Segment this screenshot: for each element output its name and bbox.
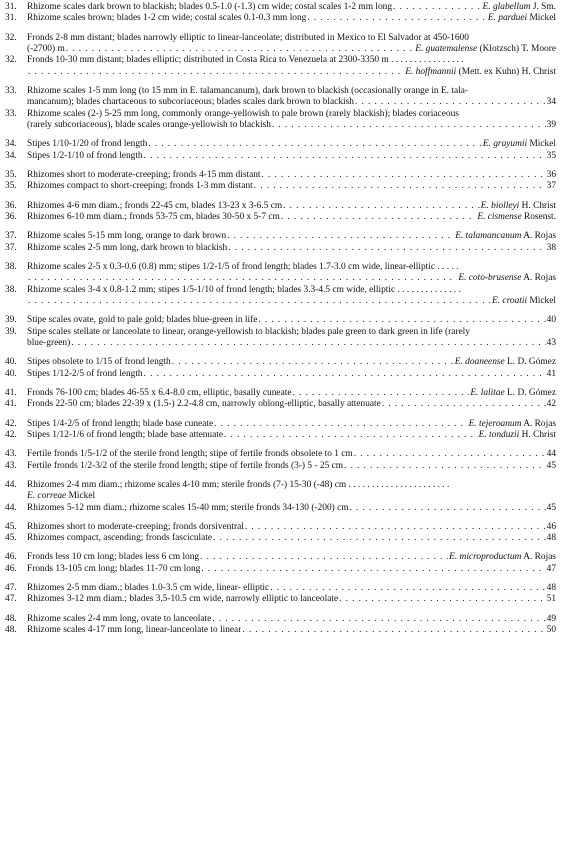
lead-text: Stipes 1/4-2/5 of frond length; blade base cuneate [27,418,214,429]
lead-line [27,399,556,410]
lead-text-first-line: Stipe scales stellate or lanceolate to linear, orange-yellowish to blackish; blades pale green to dark green in life (rarely [27,326,470,337]
key-couplet [5,33,556,79]
couplet-number: 42. [5,418,17,429]
key-lead [5,212,556,223]
lead-result [547,564,556,575]
couplet-number: 31. [5,2,17,12]
lead-text: Fronds 76-100 cm; blades 46-55 x 6.4-8.0 cm, elliptic, basally cuneate [27,387,292,398]
taxon-author: A. Rojas [523,273,556,284]
couplet-number: 35. [5,181,17,192]
lead-text: Stipes 1/10-1/20 of frond length [27,139,148,150]
key-couplet [5,231,556,254]
leader-dots [66,44,414,55]
leader-dots [254,181,546,192]
couplet-number: 41. [5,399,17,410]
lead-line [27,212,556,223]
couplet-number: 40. [5,357,17,368]
leader-dots [258,315,545,326]
leader-dots [214,419,467,430]
leader-dots [28,296,491,307]
lead-text: Rhizomes compact to short-creeping; fronds 1-3 mm distant [27,181,253,192]
key-lead [5,388,556,399]
lead-result [405,67,556,78]
couplet-number: 39. [5,315,17,326]
lead-line [27,139,556,150]
couplet-reference: 48 [546,583,556,593]
key-lead [5,243,556,254]
lead-line [27,614,556,625]
couplet-number: 35. [5,170,17,181]
leader-dots [272,120,546,131]
key-couplet [5,552,556,575]
lead-result [547,181,556,192]
key-lead [5,285,556,308]
key-couplet [5,170,556,193]
couplet-reference: 51 [546,594,556,605]
key-couplet [5,357,556,380]
key-lead [5,625,556,636]
key-couplet [5,480,556,514]
leader-dots [242,625,545,636]
taxon-author: (Mett. ex Kuhn) H. Christ [458,66,556,77]
lead-text: Stipes 1/12-2/5 of frond length [27,368,143,379]
lead-line [27,273,556,284]
taxon-author: L. D. Gómez [507,387,556,398]
couplet-reference: 42 [546,399,556,410]
lead-result [547,522,556,533]
couplet-number: 37. [5,231,17,242]
lead-text-first-line: Rhizomes 2-4 mm diam.; rhizome scales 4-10 mm; sterile fronds (7-) 15-30 (-48) cm . . . . . . . . . . . . . . . . . . . . . . [27,479,450,490]
lead-result [547,315,556,326]
taxon-author: A. Rojas [523,552,556,563]
couplet-reference: 34 [546,97,556,108]
couplet-number: 34. [5,139,17,150]
lead-text: Rhizome scales brown; blades 1-2 cm wide; costal scales 0.1-0.3 mm long [27,13,307,24]
lead-result [547,614,556,625]
lead-text: Rhizome scales dark brown to blackish; blades 0.5-1.0 (-1.3) cm wide; costal scales 1-2 mm long [27,2,393,12]
lead-text-first-line: Fronds 10-30 mm distant; blades elliptic; distributed in Costa Rica to Venezuela at 2300-3350 m . . . . . . . . . . . . . . . . [27,55,464,66]
taxon-author: Mickel [529,296,556,307]
couplet-number: 45. [5,521,17,532]
leader-dots [144,369,546,380]
lead-text: Rhizome scales 2-4 mm long, ovate to lanceolate [27,613,212,624]
key-lead [5,201,556,212]
lead-text: Fronds 13-105 cm long; blades 11-70 cm long [27,563,201,574]
couplet-number: 36. [5,212,17,223]
leader-dots [172,357,454,368]
lead-line [27,44,556,55]
key-lead [5,33,556,56]
couplet-number: 31. [5,13,17,24]
lead-result [547,97,556,108]
key-couplet [5,262,556,308]
lead-line [27,338,556,349]
lead-line [27,594,556,605]
lead-result [477,212,556,223]
lead-result [483,139,556,150]
lead-line [27,67,556,78]
leader-dots [283,201,480,212]
lead-text: (rarely subcoriaceous), blade scales orange-yellowish to blackish [27,120,271,131]
lead-result [547,461,556,472]
couplet-number: 44. [5,479,17,490]
couplet-reference: 45 [546,460,556,471]
leader-dots [393,2,482,13]
lead-result [547,369,556,380]
taxon-author: L. D. Gómez [507,357,556,368]
lead-text-first-line: Rhizome scales (2-) 5-25 mm long, commonly orange-yellowish to pale brown (rarely blackish); blades coriaceous [27,108,459,119]
taxon-name: E. glabellum [482,2,531,12]
couplet-reference: 40 [546,315,556,326]
leader-dots [350,503,546,514]
leader-dots [293,388,470,399]
lead-line [27,533,556,544]
key-lead [5,564,556,575]
taxon-name: E. grayumii [482,139,528,150]
leader-dots [71,338,545,349]
taxon-author: Mickel [529,13,556,24]
lead-result [547,503,556,514]
couplet-number: 32. [5,32,17,43]
lead-result [547,120,556,131]
lead-text: Fronds less 10 cm long; blades less 6 cm long [27,552,200,563]
leader-dots [281,212,477,223]
leader-dots [355,97,546,108]
lead-result [27,491,95,502]
key-lead [5,109,556,132]
lead-line [27,357,556,368]
lead-line [27,491,556,502]
lead-text: Rhizomes short to moderate-creeping; fronds 4-15 mm distant [27,170,261,181]
leader-dots [270,583,545,594]
lead-line [27,120,556,131]
leader-dots [227,231,454,242]
leader-dots [28,67,404,78]
key-lead [5,357,556,368]
key-lead [5,315,556,326]
key-lead [5,13,556,24]
taxon-name: E. talamancanum [455,231,522,242]
lead-line [27,181,556,192]
lead-line [27,97,556,108]
lead-result [488,13,556,24]
couplet-number: 41. [5,387,17,398]
taxon-author: J. Sm. [532,2,556,12]
key-couplet [5,449,556,472]
lead-text-first-line: Fronds 2-8 mm distant; blades narrowly elliptic to linear-lanceolate; distributed in Mexico to El Salvador at 450-1600 [27,32,469,43]
key-lead [5,552,556,563]
couplet-reference: 38 [546,242,556,253]
lead-text: Rhizomes compact, ascending; fronds fasciculate [27,533,213,544]
couplet-number: 40. [5,368,17,379]
lead-line [27,170,556,181]
key-lead [5,369,556,380]
lead-result [547,533,556,544]
leader-dots [344,461,546,472]
lead-result [455,357,556,368]
lead-result [547,151,556,162]
taxon-name: E. guatemalense [415,44,478,55]
taxon-author: Mickel [68,491,96,502]
lead-result [455,231,556,242]
leader-dots [382,399,546,410]
lead-result [547,625,556,636]
couplet-number: 44. [5,502,17,513]
lead-text: Rhizomes 4-6 mm diam.; fronds 22-45 cm, blades 13-23 x 3-6.5 cm [27,200,283,211]
lead-text: Rhizomes short to moderate-creeping; fronds dorsiventral [27,521,244,532]
couplet-reference: 49 [546,613,556,624]
key-couplet [5,86,556,132]
lead-result [458,273,556,284]
couplet-number: 38. [5,284,17,295]
leader-dots [200,552,448,563]
lead-line [27,419,556,430]
key-couplet [5,583,556,606]
couplet-reference: 46 [546,521,556,532]
key-couplet [5,419,556,442]
couplet-number: 48. [5,613,17,624]
key-couplet [5,2,556,25]
lead-line [27,13,556,24]
key-lead [5,2,556,13]
lead-text: mancanum); blades chartaceous to subcoriaceous; blades scales dark brown to blackish [27,97,354,108]
key-lead [5,327,556,350]
couplet-number: 36. [5,200,17,211]
key-couplet [5,388,556,411]
couplet-number: 33. [5,108,17,119]
key-lead [5,583,556,594]
key-couplet [5,139,556,162]
couplet-reference: 45 [546,502,556,513]
couplet-reference: 41 [546,368,556,379]
lead-text: Rhizomes 5-12 mm diam.; rhizome scales 15-40 mm; sterile fronds 34-130 (-200) cm [27,502,349,513]
key-lead [5,614,556,625]
leader-dots [201,564,545,575]
taxon-name: E. doaneense [454,357,505,368]
key-lead [5,533,556,544]
taxon-name: E. microproductum [449,552,522,563]
couplet-number: 32. [5,55,17,66]
lead-line [27,583,556,594]
key-couplet [5,201,556,224]
lead-line [27,296,556,307]
key-couplet [5,315,556,349]
leader-dots [339,594,546,605]
lead-result [547,338,556,349]
couplet-reference: 35 [546,150,556,161]
taxon-name: E. biolleyi [480,200,520,211]
couplet-reference: 48 [546,533,556,544]
lead-text: (-2700) m [27,44,65,55]
taxon-author: Rosenst. [523,212,556,223]
taxon-name: E. lalitae [470,387,505,398]
lead-result [547,594,556,605]
couplet-reference: 50 [546,625,556,636]
lead-line [27,449,556,460]
key-lead [5,430,556,441]
lead-line [27,2,556,13]
lead-line [27,430,556,441]
leader-dots [228,243,545,254]
couplet-number: 37. [5,242,17,253]
taxon-name: E. coto-brusense [458,273,522,284]
key-lead [5,419,556,430]
lead-result [547,399,556,410]
key-lead [5,594,556,605]
lead-line [27,564,556,575]
lead-result [479,430,556,441]
lead-text: Stipes 1/2-1/10 of frond length [27,150,143,161]
lead-line [27,522,556,533]
lead-text: Fertile fronds 1/2-3/2 of the sterile frond length; stipe of fertile fronds (3-) 5 - 25 cm [27,460,344,471]
lead-result [547,583,556,594]
couplet-reference: 37 [546,181,556,192]
key-lead [5,399,556,410]
taxon-author: H. Christ [521,200,556,211]
leader-dots [354,449,546,460]
taxon-name: E. parduei [487,13,528,24]
lead-text: Stipes 1/12-1/6 of frond length; blade base attenuate [27,429,224,440]
couplet-number: 43. [5,449,17,460]
lead-line [27,201,556,212]
couplet-number: 48. [5,625,17,636]
lead-text-first-line: Rhizome scales 2-5 x 0.3-0.6 (0.8) mm; stipes 1/2-1/5 of frond length; blades 1.7-3.0 cm wide, linear-elliptic . . . . . [27,261,459,272]
couplet-reference: 44 [546,449,556,460]
leader-dots [148,139,482,150]
lead-line [27,369,556,380]
couplet-number: 47. [5,594,17,605]
key-lead [5,181,556,192]
lead-text: Fertile fronds 1/5-1/2 of the sterile frond length; stipe of fertile fronds obsolete to 1 cm [27,449,353,460]
lead-result [547,449,556,460]
couplet-number: 45. [5,533,17,544]
key-lead [5,170,556,181]
lead-text: blue-green) [27,338,71,349]
taxon-author: A. Rojas [523,231,556,242]
couplet-number: 34. [5,150,17,161]
lead-result [415,44,556,55]
key-lead [5,55,556,78]
couplet-reference: 43 [546,338,556,349]
taxon-name: E. tonduzii [478,429,520,440]
leader-dots [262,170,546,181]
leader-dots [213,533,546,544]
lead-result [469,419,556,430]
lead-line [27,243,556,254]
lead-text: Rhizomes 3-12 mm diam.; blades 3.5-10.5 cm wide, narrowly elliptic to lanceolate [27,594,339,605]
lead-text: Rhizome scales 5-15 mm long, orange to dark brown [27,231,227,242]
taxon-name: E. tejeroanum [468,418,522,429]
couplet-number: 42. [5,429,17,440]
lead-text-first-line: Rhizome scales 1-5 mm long (to 15 mm in E. talamancanum), dark brown to blackish (occasionally orange in E. tala- [27,86,469,97]
lead-text: Rhizomes 2-5 mm diam.; blades 1.0-3.5 cm wide, linear- elliptic [27,583,270,593]
couplet-reference: 39 [546,120,556,131]
lead-text: Stipe scales ovate, gold to pale gold; blades blue-green in life [27,315,258,326]
key-lead [5,231,556,242]
lead-line [27,388,556,399]
leader-dots [144,151,546,162]
couplet-reference: 47 [546,563,556,574]
taxon-name: E. cismense [477,212,522,223]
lead-line [27,552,556,563]
lead-result [547,243,556,254]
couplet-reference: 36 [546,170,556,181]
taxon-name: E. correae [27,491,67,502]
lead-result [470,388,556,399]
leader-dots [307,13,486,24]
lead-line [27,231,556,242]
leader-dots [28,273,457,284]
taxon-author: A. Rojas [523,418,556,429]
taxon-author: (Klotzsch) T. Moore [479,44,556,55]
taxon-name: E. hoffmannii [405,66,457,77]
couplet-number: 38. [5,261,17,272]
lead-result [547,170,556,181]
couplet-number: 43. [5,460,17,471]
key-lead [5,139,556,150]
lead-result [481,201,556,212]
lead-line [27,503,556,514]
key-lead [5,503,556,514]
lead-text-first-line: Rhizome scales 3-4 x 0.8-1.2 mm; stipes 1/5-1/10 of frond length; blades 3.3-4.5 cm wide, elliptic . . . . . . . . . . . . . . [27,284,461,295]
key-lead [5,480,556,503]
couplet-number: 39. [5,326,17,337]
couplet-number: 33. [5,86,17,97]
taxon-author: Mickel [529,139,556,150]
leader-dots [224,430,478,441]
lead-line [27,151,556,162]
lead-line [27,315,556,326]
key-couplet [5,614,556,637]
lead-result [449,552,556,563]
leader-dots [245,522,546,533]
couplet-number: 46. [5,563,17,574]
lead-line [27,461,556,472]
lead-result [492,296,556,307]
key-lead [5,522,556,533]
leader-dots [212,614,545,625]
taxon-author: H. Christ [521,429,556,440]
couplet-number: 46. [5,552,17,563]
key-lead [5,151,556,162]
lead-text: Rhizomes 6-10 mm diam.; fronds 53-75 cm, blades 30-50 x 5-7 cm [27,212,280,223]
couplet-number: 47. [5,583,17,593]
lead-line [27,625,556,636]
key-lead [5,86,556,109]
key-lead [5,461,556,472]
taxon-name: E. croatii [492,296,528,307]
lead-text: Rhizome scales 2-5 mm long, dark brown to blackish [27,242,228,253]
key-couplet [5,522,556,545]
lead-text: Fronds 22-50 cm; blades 22-39 x (1.5-) 2.2-4.8 cm, narrowly oblong-elliptic, basally attenuate [27,399,381,410]
key-lead [5,449,556,460]
lead-result [483,2,556,13]
lead-text: Rhizome scales 4-17 mm long, linear-lanceolate to linear [27,625,242,636]
key-lead [5,262,556,285]
lead-text: Stipes obsolete to 1/15 of frond length [27,357,171,368]
